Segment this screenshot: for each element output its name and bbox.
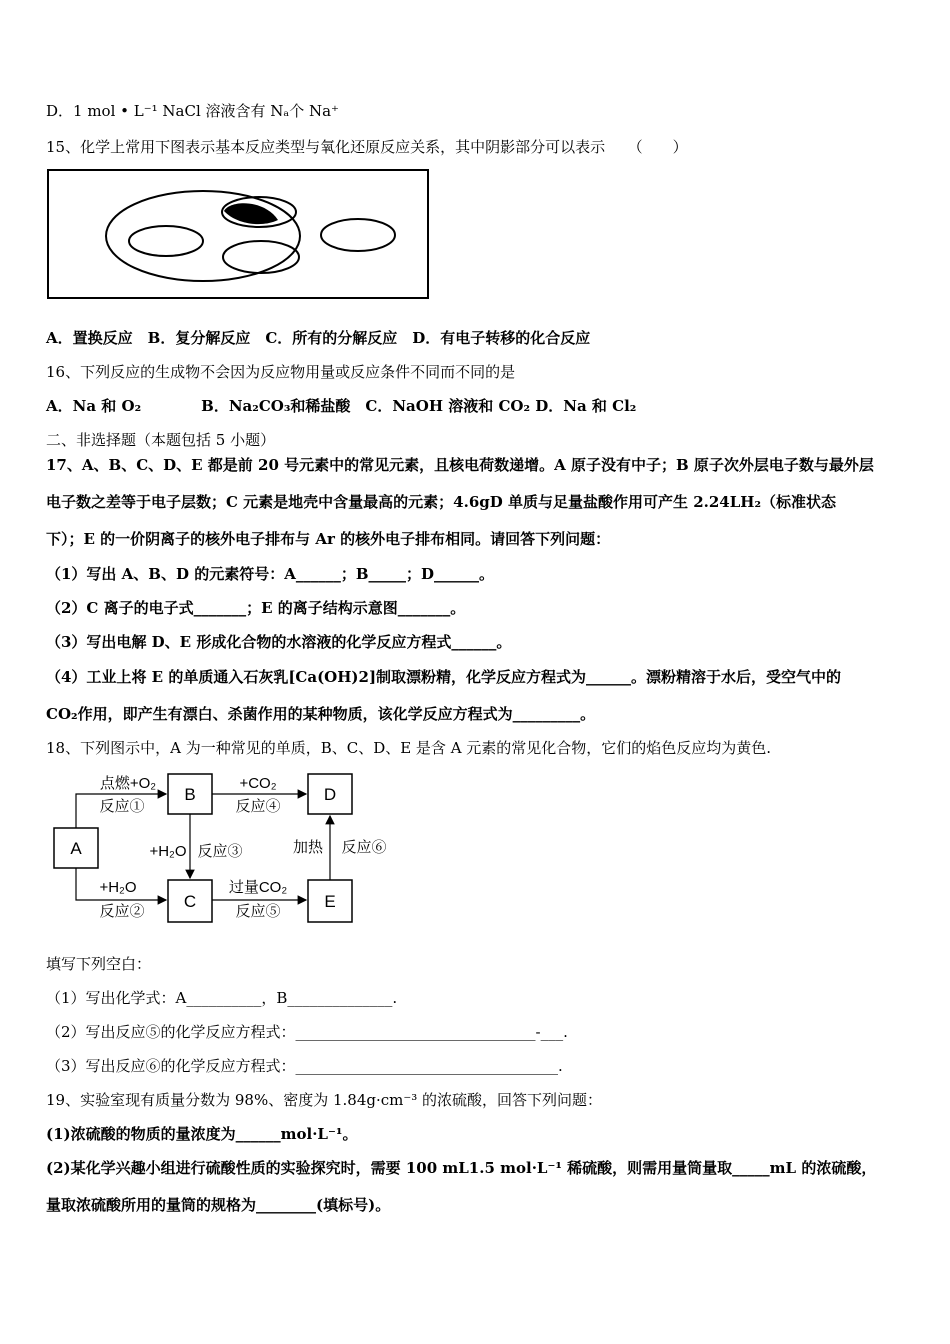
q16-options: A．Na 和 O₂ B．Na₂CO₃和稀盐酸 C．NaOH 溶液和 CO₂ D．Na 和 Cl₂ <box>46 397 637 415</box>
venn-small-ellipse-left <box>129 226 203 256</box>
r5-condition: 过量CO₂ <box>228 879 288 896</box>
r3-condition: +H₂O <box>149 843 187 860</box>
r6-label: 反应⑥ <box>341 839 387 856</box>
q18-sub1: （1）写出化学式：A__________，B______________. <box>46 989 398 1007</box>
q14-option-d: D．1 mol • L⁻¹ NaCl 溶液含有 Nₐ个 Na⁺ <box>46 102 339 120</box>
q19-sub1: (1)浓硫酸的物质的量浓度为______mol·L⁻¹。 <box>46 1125 358 1143</box>
q18-sub2: （2）写出反应⑤的化学反应方程式：________________________________-___. <box>46 1023 568 1041</box>
r4-label: 反应④ <box>235 798 281 815</box>
q16-stem: 16、下列反应的生成物不会因为反应物用量或反应条件不同而不同的是 <box>46 363 516 381</box>
r6-condition: 加热 <box>292 839 324 856</box>
box-a-label: A <box>70 839 82 858</box>
q18-sub3: （3）写出反应⑥的化学反应方程式：___________________________________. <box>46 1057 563 1075</box>
q15-venn-diagram <box>46 168 430 300</box>
q17-sub2: （2）C 离子的电子式_______；E 的离子结构示意图_______。 <box>46 599 466 617</box>
q17-line2: 电子数之差等于电子层数；C 元素是地壳中含量最高的元素；4.6gD 单质与足量盐酸作用可产生 2.24LH₂（标准状态 <box>46 493 837 511</box>
r3-label: 反应③ <box>197 843 243 860</box>
q17-line1: 17、A、B、C、D、E 都是前 20 号元素中的常见元素，且核电荷数递增。A 原子没有中子；B 原子次外层电子数与最外层 <box>46 456 874 474</box>
venn-oxidation-reduction-ellipse <box>106 191 300 281</box>
box-b-label: B <box>184 785 196 804</box>
q19-sub2a: (2)某化学兴趣小组进行硫酸性质的实验探究时，需要 100 mL1.5 mol·L⁻¹ 稀硫酸，则需用量筒量取_____mL 的浓硫酸， <box>46 1159 877 1177</box>
q17-sub4a: （4）工业上将 E 的单质通入石灰乳[Ca(OH)2]制取漂粉精，化学反应方程式为______。漂粉精溶于水后，受空气中的 <box>46 668 842 686</box>
q17-line3: 下）；E 的一价阴离子的核外电子排布与 Ar 的核外电子排布相同。请回答下列问题： <box>46 530 611 548</box>
q15-options: A．置换反应 B．复分解反应 C．所有的分解反应 D．有电子转移的化合反应 <box>46 329 591 347</box>
q17-sub3: （3）写出电解 D、E 形成化合物的水溶液的化学反应方程式______。 <box>46 633 512 651</box>
section2-title: 二、非选择题（本题包括 5 小题） <box>46 431 276 449</box>
box-c-label: C <box>183 892 197 911</box>
venn-shaded-region <box>224 203 278 224</box>
q17-sub4b: CO₂作用，即产生有漂白、杀菌作用的某种物质，该化学反应方程式为_________。 <box>46 705 596 723</box>
q17-sub1: （1）写出 A、B、D 的元素符号：A______；B_____；D______。 <box>46 565 495 583</box>
r2-condition: +H₂O <box>99 879 137 896</box>
box-e-label: E <box>324 892 336 911</box>
q15-stem: 15、化学上常用下图表示基本反应类型与氧化还原反应关系，其中阴影部分可以表示 （ ） <box>46 138 688 156</box>
venn-small-ellipse-right <box>321 219 395 251</box>
q19-stem: 19、实验室现有质量分数为 98%、密度为 1.84g·cm⁻³ 的浓硫酸，回答下列问题： <box>46 1091 603 1109</box>
r2-label: 反应② <box>99 903 145 920</box>
q18-fill-instruction: 填写下列空白： <box>46 955 152 973</box>
r1-label: 反应① <box>99 798 145 815</box>
q18-flow-diagram <box>46 766 396 932</box>
r4-condition: +CO₂ <box>239 775 277 792</box>
q19-sub2b: 量取浓硫酸所用的量筒的规格为________(填标号)。 <box>46 1196 391 1214</box>
box-d-label: D <box>323 785 337 804</box>
r1-condition: 点燃+O₂ <box>99 775 157 792</box>
q18-stem: 18、下列图示中，A 为一种常见的单质，B、C、D、E 是含 A 元素的常见化合物，它们的焰色反应均为黄色. <box>46 739 772 757</box>
r5-label: 反应⑤ <box>235 903 281 920</box>
